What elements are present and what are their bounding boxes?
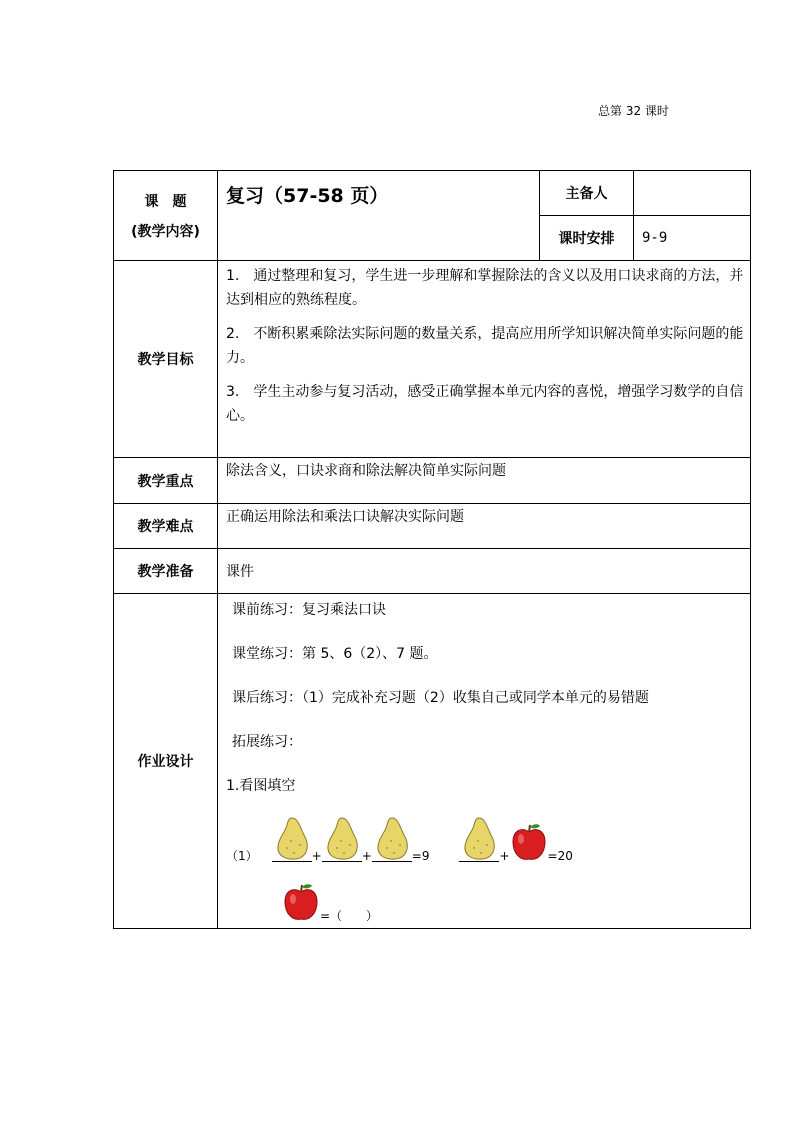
preparer-value bbox=[634, 171, 751, 216]
preparation-row bbox=[114, 549, 751, 594]
key-points-value: 除法含义，口诀求商和除法解决简单实际问题 bbox=[218, 458, 751, 504]
topic-value-cell bbox=[218, 171, 540, 261]
schedule-value: 9-9 bbox=[634, 216, 751, 261]
question-title: 1.看图填空 bbox=[226, 778, 296, 794]
lesson-number: 总第 32 课时 bbox=[598, 104, 669, 118]
objectives-label: 教学目标 bbox=[114, 261, 218, 458]
homework-label: 作业设计 bbox=[114, 594, 218, 929]
homework-in-class: 课堂练习：第 5、6（2）、7 题。 bbox=[232, 646, 438, 662]
objective-item: 2. 不断积累乘除法实际问题的数量关系，提高应用所学知识解决简单实际问题的能力。 bbox=[226, 326, 744, 366]
difficulty-label: 教学难点 bbox=[114, 504, 218, 549]
preparation-label: 教学准备 bbox=[114, 549, 218, 594]
apple-icon bbox=[510, 822, 548, 862]
plus-sign: + bbox=[361, 849, 372, 863]
objective-item: 1. 通过整理和复习，学生进一步理解和掌握除法的含义以及用口诀求商的方法，并达到相应的熟练程度。 bbox=[226, 268, 744, 308]
preparer-label: 主备人 bbox=[540, 171, 634, 216]
plus-sign: + bbox=[311, 849, 322, 863]
homework-row bbox=[114, 594, 751, 929]
objectives-row bbox=[114, 261, 751, 458]
answer-blank: =（ ） bbox=[320, 909, 379, 923]
homework-after-class: 课后练习：（1）完成补充习题（2）收集自己或同学本单元的易错题 bbox=[232, 690, 649, 706]
objectives-content bbox=[218, 261, 751, 458]
pear-icon bbox=[372, 815, 412, 862]
item-number: （1） bbox=[226, 849, 258, 863]
apple-question-row bbox=[226, 874, 742, 922]
difficulty-row bbox=[114, 504, 751, 549]
preparation-value: 课件 bbox=[218, 549, 751, 594]
objective-item: 3. 学生主动参与复习活动，感受正确掌握本单元内容的喜悦，增强学习数学的自信心。 bbox=[226, 384, 744, 424]
apple-icon bbox=[282, 882, 320, 922]
plus-sign: + bbox=[499, 849, 510, 863]
topic-label-cell bbox=[114, 171, 218, 261]
homework-pre-class: 课前练习：复习乘法口诀 bbox=[232, 602, 386, 618]
topic-label: 课 题 bbox=[144, 193, 187, 210]
pear-icon bbox=[322, 815, 362, 862]
picture-equation-row bbox=[226, 814, 742, 862]
key-points-label: 教学重点 bbox=[114, 458, 218, 504]
topic-label-sub: (教学内容) bbox=[131, 223, 200, 240]
difficulty-value: 正确运用除法和乘法口诀解决实际问题 bbox=[218, 504, 751, 549]
topic-row bbox=[114, 171, 751, 216]
lesson-plan-table bbox=[113, 170, 751, 929]
schedule-label: 课时安排 bbox=[540, 216, 634, 261]
topic-value: 复习（57-58 页） bbox=[226, 185, 389, 207]
equals-twenty: =20 bbox=[547, 849, 573, 863]
key-points-row bbox=[114, 458, 751, 504]
homework-content bbox=[218, 594, 751, 929]
homework-extension: 拓展练习： bbox=[232, 734, 302, 750]
pear-icon bbox=[459, 815, 499, 862]
pear-icon bbox=[272, 815, 312, 862]
equals-nine: =9 bbox=[411, 849, 430, 863]
